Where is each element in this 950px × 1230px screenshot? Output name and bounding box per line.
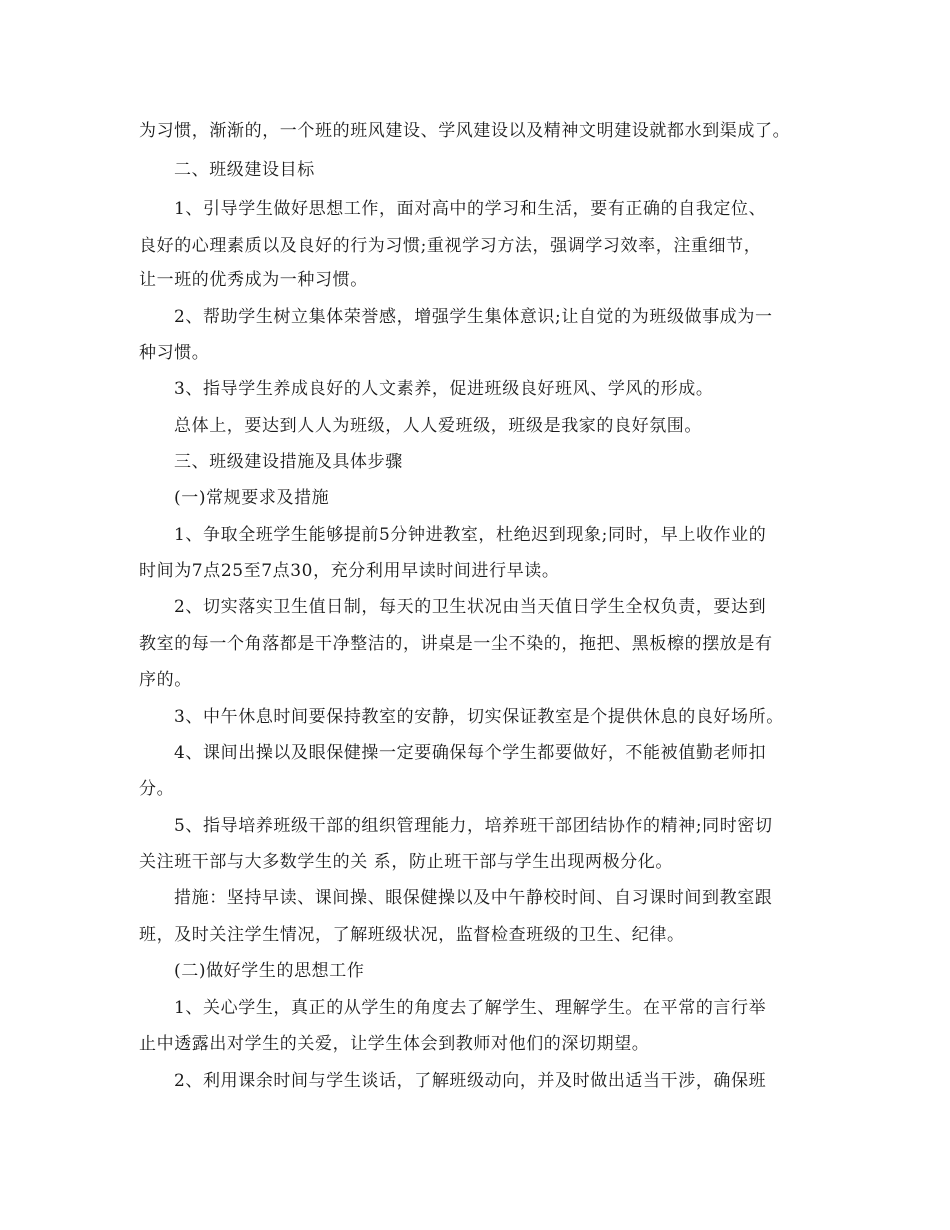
text-line: 4、课间出操以及眼保健操一定要确保每个学生都要做好，不能被值勤老师扣 <box>174 743 767 763</box>
text-line: 为习惯，渐渐的，一个班的班风建设、学风建设以及精神文明建设就都水到渠成了。 <box>139 121 791 141</box>
text-line: 良好的心理素质以及良好的行为习惯;重视学习方法，强调学习效率，注重细节， <box>139 236 762 256</box>
text-line: 2、利用课余时间与学生谈话，了解班级动向，并及时做出适当干涉，确保班 <box>174 1071 767 1091</box>
text-line: 时间为7点25至7点30，充分利用早读时间进行早读。 <box>139 561 560 581</box>
section-heading: 二、班级建设目标 <box>174 160 315 180</box>
text-line: 班，及时关注学生情况，了解班级状况，监督检查班级的卫生、纪律。 <box>139 925 685 945</box>
text-line: 关注班干部与大多数学生的关 系，防止班干部与学生出现两极分化。 <box>139 852 674 872</box>
subsection-heading: (二)做好学生的思想工作 <box>174 961 365 981</box>
section-heading: 三、班级建设措施及具体步骤 <box>174 452 403 472</box>
text-line: 让一班的优秀成为一种习惯。 <box>139 270 368 290</box>
text-line: 种习惯。 <box>139 343 210 363</box>
text-line: 3、中午休息时间要保持教室的安静，切实保证教室是个提供休息的良好场所。 <box>174 707 784 727</box>
text-line: 2、帮助学生树立集体荣誉感，增强学生集体意识;让自觉的为班级做事成为一 <box>174 307 773 327</box>
text-line: 3、指导学生养成良好的人文素养，促进班级良好班风、学风的形成。 <box>174 379 714 399</box>
text-line: 1、关心学生，真正的从学生的角度去了解学生、理解学生。在平常的言行举 <box>174 998 767 1018</box>
subsection-heading: (一)常规要求及措施 <box>174 488 330 508</box>
text-line: 序的。 <box>139 670 192 690</box>
text-line: 2、切实落实卫生值日制，每天的卫生状况由当天值日学生全权负责，要达到 <box>174 597 767 617</box>
text-line: 1、争取全班学生能够提前5分钟进教室，杜绝迟到现象;同时，早上收作业的 <box>174 525 767 545</box>
text-line: 措施：坚持早读、课间操、眼保健操以及中午静校时间、自习课时间到教室跟 <box>174 888 773 908</box>
text-line: 总体上，要达到人人为班级，人人爱班级，班级是我家的良好氛围。 <box>174 416 702 436</box>
text-line: 5、指导培养班级干部的组织管理能力，培养班干部团结协作的精神;同时密切 <box>174 816 773 836</box>
text-line: 教室的每一个角落都是干净整洁的，讲桌是一尘不染的，拖把、黑板檫的摆放是有 <box>139 634 773 654</box>
text-line: 止中透露出对学生的关爱，让学生体会到教师对他们的深切期望。 <box>139 1034 650 1054</box>
text-line: 1、引导学生做好思想工作，面对高中的学习和生活，要有正确的自我定位、 <box>174 199 767 219</box>
text-line: 分。 <box>139 779 175 799</box>
